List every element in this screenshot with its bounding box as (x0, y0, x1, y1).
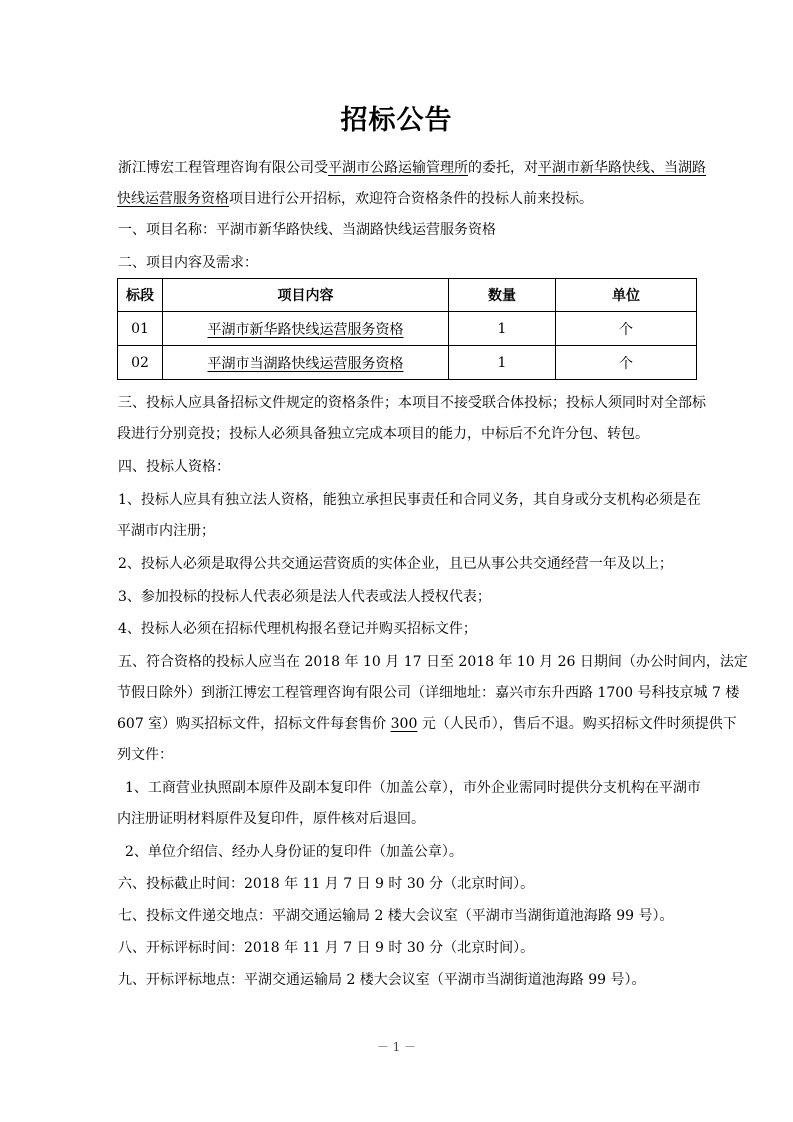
item-1-project-name: 一、项目名称：平湖市新华路快线、当湖路快线运营服务资格 (118, 222, 496, 238)
table-row (118, 312, 697, 346)
item-6-deadline: 六、投标截止时间：2018 年 11 月 7 日 9 时 30 分（北京时间）。 (118, 876, 535, 892)
document-2: 2、单位介绍信、经办人身份证的复印件（加盖公章）。 (125, 844, 463, 860)
item-5-line-3-text-a: 607 室）购买招标文件，招标文件每套售价 (117, 716, 391, 732)
item-7-submission-place: 七、投标文件递交地点：平湖交通运输局 2 楼大会议室（平湖市当湖街道池海路 99 号）。 (118, 908, 674, 924)
item-2-heading: 二、项目内容及需求： (118, 255, 258, 271)
client-name: 平湖市公路运输管理所 (328, 160, 468, 176)
item-5-line-1: 五、符合资格的投标人应当在 2018 年 10 月 17 日至 2018 年 10 月 26 日期间（办公时间内，法定 (118, 654, 748, 670)
item-5-line-4: 列文件： (117, 747, 173, 763)
item-5-line-3-text-b: 元（人民币），售后不退。购买招标文件时须提供下 (417, 716, 737, 732)
qualification-4: 4、投标人必须在招标代理机构报名登记并购买招标文件； (118, 621, 477, 637)
cell-content (163, 312, 449, 346)
header-unit: 单位 (556, 279, 697, 312)
qualification-2: 2、投标人必须是取得公共交通运营资质的实体企业，且已从事公共交通经营一年及以上； (118, 556, 673, 572)
intro-paragraph (118, 153, 706, 184)
cell-section: 01 (118, 312, 163, 346)
item-3-line-2: 段进行分别竞投；投标人必须具备独立完成本项目的能力，中标后不允许分包、转包。 (117, 426, 649, 442)
item-5-line-2: 节假日除外）到浙江博宏工程管理咨询有限公司（详细地址：嘉兴市东升西路 1700 号科技京城 7 楼 (117, 685, 740, 701)
cell-quantity: 1 (449, 312, 556, 346)
table-header-row (118, 279, 697, 312)
cell-content-text: 平湖市新华路快线运营服务资格 (207, 321, 404, 338)
header-content: 项目内容 (163, 279, 449, 312)
header-section: 标段 (118, 279, 163, 312)
header-quantity: 数量 (449, 279, 556, 312)
intro-text-3: 项目进行公开招标，欢迎符合资格条件的投标人前来投标。 (229, 191, 593, 207)
page-number: － 1 － (376, 1040, 417, 1054)
page-title: 招标公告 (340, 105, 453, 136)
project-name-part-2: 快线运营服务资格 (117, 191, 229, 207)
document-price: 300 (390, 716, 418, 732)
intro-paragraph-cont (117, 184, 593, 215)
qualification-1-line-2: 平湖市内注册； (117, 523, 215, 539)
intro-text-1: 浙江博宏工程管理咨询有限公司受 (118, 160, 328, 176)
cell-unit: 个 (556, 346, 697, 380)
cell-quantity: 1 (449, 346, 556, 380)
item-8-opening-time: 八、开标评标时间：2018 年 11 月 7 日 9 时 30 分（北京时间）。 (118, 940, 535, 956)
cell-content-text: 平湖市当湖路快线运营服务资格 (207, 355, 404, 372)
project-name-part-1: 平湖市新华路快线、当湖路 (538, 160, 706, 176)
document-1-line-2: 内注册证明材料原件及复印件，原件核对后退回。 (117, 811, 425, 827)
intro-text-2: 的委托，对 (468, 160, 538, 176)
item-3-line-1: 三、投标人应具备招标文件规定的资格条件；本项目不接受联合体投标；投标人须同时对全部标 (118, 395, 706, 411)
cell-unit: 个 (556, 312, 697, 346)
qualification-1-line-1: 1、投标人应具有独立法人资格，能独立承担民事责任和合同义务，其自身或分支机构必须是在 (118, 492, 701, 508)
cell-section: 02 (118, 346, 163, 380)
cell-content (163, 346, 449, 380)
qualification-3: 3、参加投标的投标人代表必须是法人代表或法人授权代表； (118, 589, 491, 605)
item-9-opening-place: 九、开标评标地点：平湖交通运输局 2 楼大会议室（平湖市当湖街道池海路 99 号）。 (118, 972, 646, 988)
table-row (118, 346, 697, 380)
document-1-line-1: 1、工商营业执照副本原件及副本复印件（加盖公章），市外企业需同时提供分支机构在平湖市 (125, 780, 701, 796)
item-5-line-3 (117, 709, 737, 740)
item-4-heading: 四、投标人资格： (118, 459, 230, 475)
project-table (117, 278, 697, 380)
